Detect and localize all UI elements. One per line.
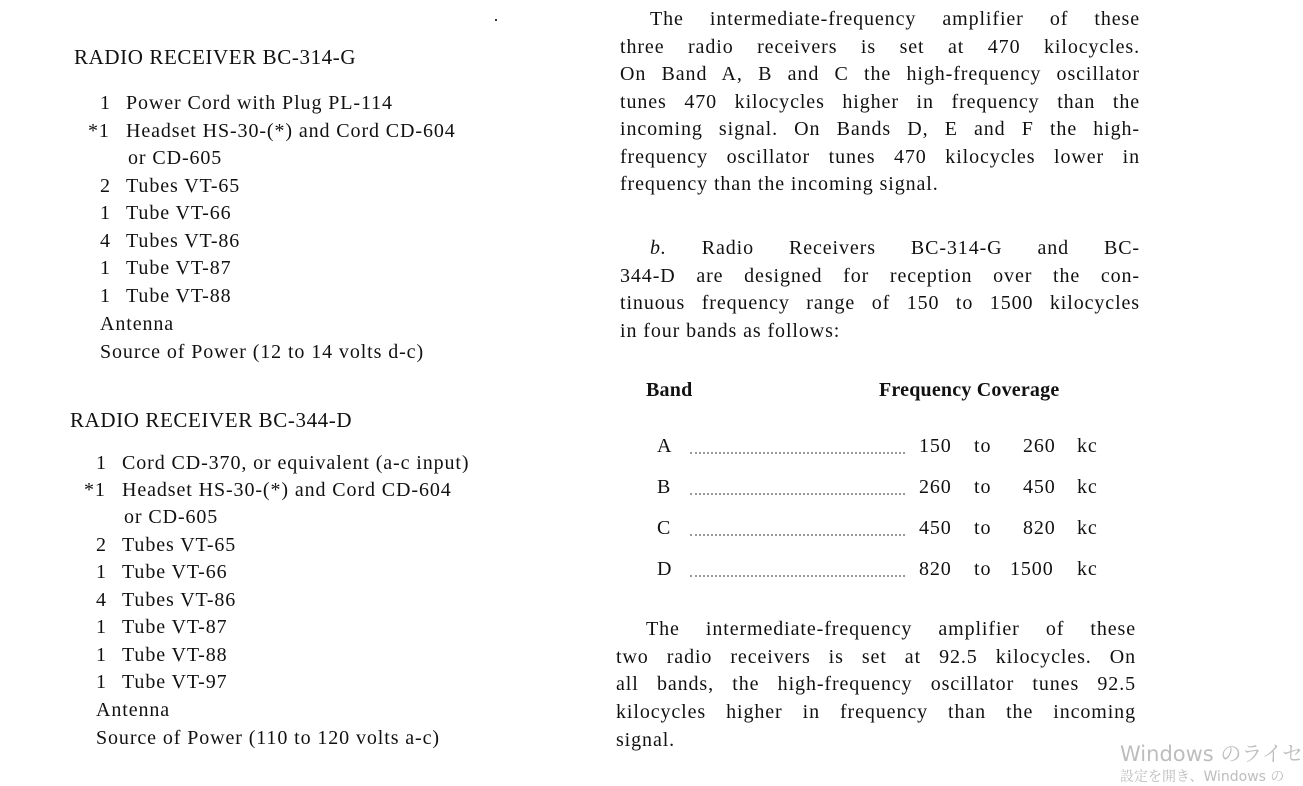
frequency-to-word: to xyxy=(974,476,992,498)
para1-line: tunes 470 kilocycles higher in frequency than the xyxy=(620,91,1140,113)
para2-line: all bands, the high-frequency oscillator tunes 92.5 xyxy=(616,673,1136,695)
item-text: Antenna xyxy=(100,313,175,335)
item-text: Tube VT-88 xyxy=(122,644,228,666)
item-quantity: *1 xyxy=(84,479,106,501)
leader-dots xyxy=(690,575,905,577)
frequency-to-word: to xyxy=(974,558,992,580)
frequency-to-word: to xyxy=(974,435,992,457)
band-label: B xyxy=(657,476,672,498)
item-quantity: 2 xyxy=(100,175,111,197)
item-quantity: 1 xyxy=(100,92,111,114)
item-text: Headset HS-30-(*) and Cord CD-604 xyxy=(126,120,456,142)
para1-line: On Band A, B and C the high-frequency oscillator xyxy=(620,63,1140,85)
item-quantity: 1 xyxy=(96,644,107,666)
item-quantity: 1 xyxy=(100,257,111,279)
frequency-end: 450 xyxy=(1023,476,1056,498)
item-text: Tubes VT-86 xyxy=(122,589,237,611)
band-label: A xyxy=(657,435,673,457)
item-quantity: 1 xyxy=(96,616,107,638)
item-text: Tube VT-97 xyxy=(122,671,228,693)
frequency-unit: kc xyxy=(1077,476,1098,498)
item-text: Tubes VT-65 xyxy=(126,175,241,197)
para1-line: frequency oscillator tunes 470 kilocycles lower in xyxy=(620,146,1140,168)
para2-line: The intermediate-frequency amplifier of these xyxy=(646,618,1136,640)
item-quantity: *1 xyxy=(88,120,110,142)
activation-watermark-subtitle: 設定を開き、Windows の xyxy=(1120,769,1285,785)
item-quantity: 1 xyxy=(100,202,111,224)
item-quantity: 4 xyxy=(100,230,111,252)
activation-watermark-title: Windows のライセ xyxy=(1120,742,1303,766)
frequency-end: 820 xyxy=(1023,517,1056,539)
frequency-to-word: to xyxy=(974,517,992,539)
item-text: Tubes VT-65 xyxy=(122,534,237,556)
leader-dots xyxy=(690,534,905,536)
item-quantity: 1 xyxy=(100,285,111,307)
table-header-band: Band xyxy=(646,379,693,401)
scan-speck xyxy=(495,19,497,21)
item-text: Source of Power (12 to 14 volts d-c) xyxy=(100,341,425,363)
item-text: Cord CD-370, or equivalent (a-c input) xyxy=(122,452,470,474)
section-title: RADIO RECEIVER BC-314-G xyxy=(74,45,357,69)
table-header-frequency: Frequency Coverage xyxy=(879,379,1060,401)
item-text: Tubes VT-86 xyxy=(126,230,241,252)
para2-line: two radio receivers is set at 92.5 kilocycles. On xyxy=(616,646,1136,668)
leader-dots xyxy=(690,493,905,495)
para1-line: incoming signal. On Bands D, E and F the high- xyxy=(620,118,1140,140)
item-text: or CD-605 xyxy=(124,506,219,528)
para-b-line: tinuous frequency range of 150 to 1500 kilocycles xyxy=(620,292,1140,314)
item-quantity: 1 xyxy=(96,561,107,583)
para-b-line: in four bands as follows: xyxy=(620,320,841,342)
frequency-from: 150 xyxy=(919,435,952,457)
para-b-line: 344-D are designed for reception over the con- xyxy=(620,265,1140,287)
para1-line: three radio receivers is set at 470 kilocycles. xyxy=(620,36,1140,58)
item-text: Antenna xyxy=(96,699,171,721)
section-title: RADIO RECEIVER BC-344-D xyxy=(70,408,353,432)
item-quantity: 2 xyxy=(96,534,107,556)
para1-line: The intermediate-frequency amplifier of these xyxy=(650,8,1140,30)
leader-dots xyxy=(690,452,905,454)
item-text: Headset HS-30-(*) and Cord CD-604 xyxy=(122,479,452,501)
frequency-unit: kc xyxy=(1077,558,1098,580)
item-text: Tube VT-87 xyxy=(122,616,228,638)
item-text: Tube VT-66 xyxy=(122,561,228,583)
frequency-unit: kc xyxy=(1077,435,1098,457)
item-text: Power Cord with Plug PL-114 xyxy=(126,92,393,114)
item-quantity: 1 xyxy=(96,452,107,474)
item-text: Tube VT-88 xyxy=(126,285,232,307)
para-b-line: b. Radio Receivers BC-314-G and BC- xyxy=(650,237,1140,259)
item-text: Tube VT-66 xyxy=(126,202,232,224)
band-label: D xyxy=(657,558,673,580)
para2-line: kilocycles higher in frequency than the incoming xyxy=(616,701,1136,723)
item-quantity: 1 xyxy=(96,671,107,693)
para2-line: signal. xyxy=(616,729,676,751)
item-text: or CD-605 xyxy=(128,147,223,169)
item-text: Tube VT-87 xyxy=(126,257,232,279)
item-quantity: 4 xyxy=(96,589,107,611)
item-text: Source of Power (110 to 120 volts a-c) xyxy=(96,727,440,749)
frequency-end: 260 xyxy=(1023,435,1056,457)
para1-line: frequency than the incoming signal. xyxy=(620,173,939,195)
frequency-from: 450 xyxy=(919,517,952,539)
frequency-end: 1500 xyxy=(1010,558,1054,580)
frequency-unit: kc xyxy=(1077,517,1098,539)
band-label: C xyxy=(657,517,672,539)
frequency-from: 260 xyxy=(919,476,952,498)
frequency-from: 820 xyxy=(919,558,952,580)
